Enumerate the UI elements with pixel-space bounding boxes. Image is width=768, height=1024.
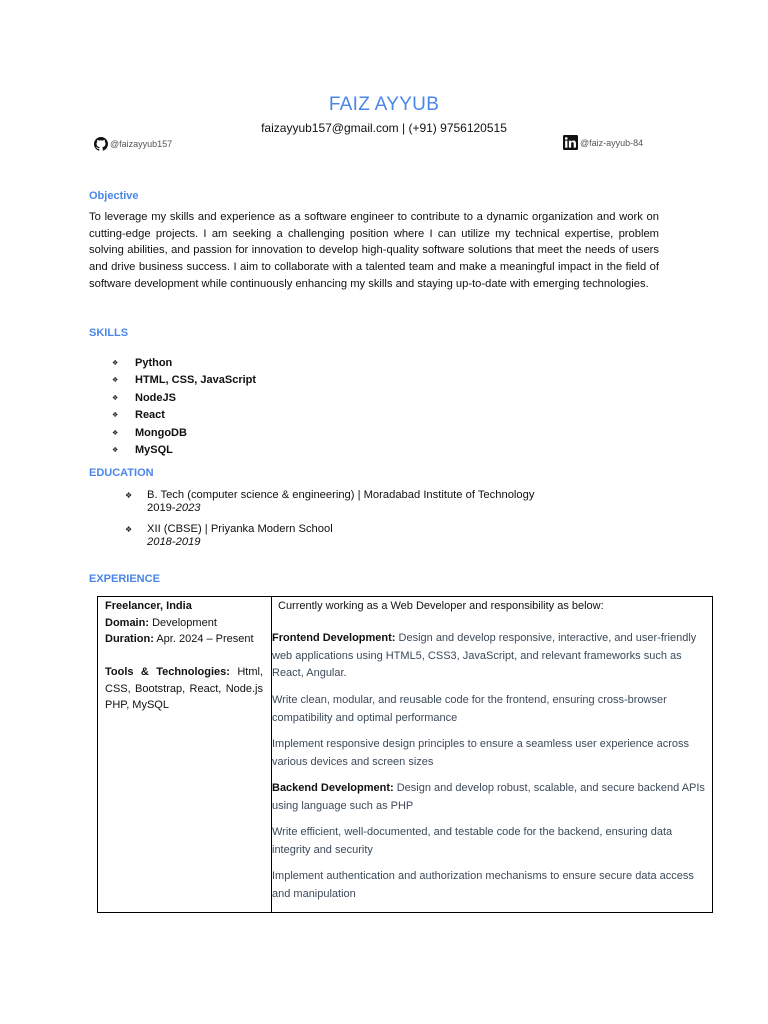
tools-label: Tools & Technologies: <box>105 666 230 678</box>
skill-label: MongoDB <box>135 426 187 439</box>
backend-label: Backend Development: <box>272 782 394 794</box>
diamond-bullet-icon: ❖ <box>112 447 119 455</box>
experience-summary-cell <box>98 597 272 912</box>
education-heading: EDUCATION <box>89 467 154 479</box>
skill-label: HTML, CSS, JavaScript <box>135 374 257 387</box>
list-item <box>112 424 256 442</box>
skills-list <box>112 354 256 459</box>
diamond-bullet-icon: ❖ <box>112 394 119 402</box>
diamond-bullet-icon: ❖ <box>112 412 119 420</box>
frontend-paragraph-3: Implement responsive design principles to ensure a seamless user experience across various devices and screen sizes <box>272 738 689 768</box>
experience-heading: EXPERIENCE <box>89 573 160 585</box>
education-item <box>125 489 534 514</box>
frontend-paragraph-2: Write clean, modular, and reusable code for the frontend, ensuring cross-browser compatibility and optimal performance <box>272 694 667 724</box>
duration-value: Apr. 2024 – Present <box>156 633 254 645</box>
contact-info[interactable]: faizayyub157@gmail.com | (+91) 9756120515 <box>261 121 507 135</box>
github-handle: @faizayyub157 <box>110 139 173 149</box>
duration-label: Duration: <box>105 633 154 645</box>
diamond-bullet-icon: ❖ <box>112 429 119 437</box>
education-item <box>125 523 333 548</box>
experience-intro: Currently working as a Web Developer and responsibility as below: <box>278 600 604 612</box>
frontend-text: Design and develop responsive, interactive, and user-friendly web applications using HTML5, CSS3, JavaScript, and relevant frameworks such as React, Angular. <box>272 632 697 679</box>
experience-table <box>97 596 713 913</box>
diamond-bullet-icon: ❖ <box>125 525 133 534</box>
diamond-bullet-icon: ❖ <box>112 377 119 385</box>
year-start: 2019- <box>147 502 176 514</box>
linkedin-link[interactable] <box>563 135 643 150</box>
github-icon <box>94 137 110 151</box>
year-end: 2023 <box>175 502 201 514</box>
experience-details-cell <box>272 597 712 912</box>
year-end: 2018-2019 <box>147 536 201 548</box>
company-name: Freelancer, India <box>105 600 192 612</box>
skill-label: Python <box>135 356 173 369</box>
linkedin-icon <box>563 135 580 150</box>
education-degree: B. Tech (computer science & engineering) | Moradabad Institute of Technology <box>147 489 535 501</box>
education-degree: XII (CBSE) | Priyanka Modern School <box>147 523 333 535</box>
skill-label: MySQL <box>135 444 173 457</box>
linkedin-handle: @faiz-ayyub-84 <box>580 137 644 148</box>
tools-value: Html, CSS, Bootstrap, React, Node.js PHP, MySQL <box>105 666 263 711</box>
backend-paragraph-3: Implement authentication and authorization mechanisms to ensure secure data access and manipulation <box>272 870 694 900</box>
resume-name: FAIZ AYYUB <box>328 94 440 115</box>
github-link[interactable] <box>94 137 172 151</box>
objective-heading: Objective <box>89 190 139 202</box>
education-year <box>125 502 534 514</box>
backend-text: Design and develop robust, scalable, and secure backend APIs using language such as PHP <box>272 782 705 812</box>
objective-text: To leverage my skills and experience as a software engineer to contribute to a dynamic organization and work on cutting-edge projects. I am seeking a challenging position where I can utilize my technical expertise, problem solving abilities, and passion for innovation to develop high-quality software solutions that meet the needs of users and drive business success. I aim to collaborate with a talented team and make a meaningful impact in the field of software development while continuously enhancing my skills and staying up-to-date with emerging technologies. <box>89 211 659 290</box>
list-item <box>112 372 256 390</box>
skills-heading: SKILLS <box>89 327 129 339</box>
list-item <box>112 407 256 425</box>
backend-paragraph-2: Write efficient, well-documented, and testable code for the backend, ensuring data integrity and security <box>272 826 673 856</box>
domain-value: Development <box>152 616 217 629</box>
backend-paragraph <box>272 780 712 815</box>
domain-label: Domain: <box>105 616 149 629</box>
diamond-bullet-icon: ❖ <box>112 359 119 367</box>
list-item <box>112 354 256 372</box>
frontend-paragraph <box>272 630 712 683</box>
list-item <box>112 389 256 407</box>
skill-label: React <box>135 409 165 422</box>
education-year <box>125 536 333 548</box>
list-item <box>112 442 256 460</box>
diamond-bullet-icon: ❖ <box>125 491 133 500</box>
skill-label: NodeJS <box>135 391 176 404</box>
frontend-label: Frontend Development: <box>272 632 396 644</box>
